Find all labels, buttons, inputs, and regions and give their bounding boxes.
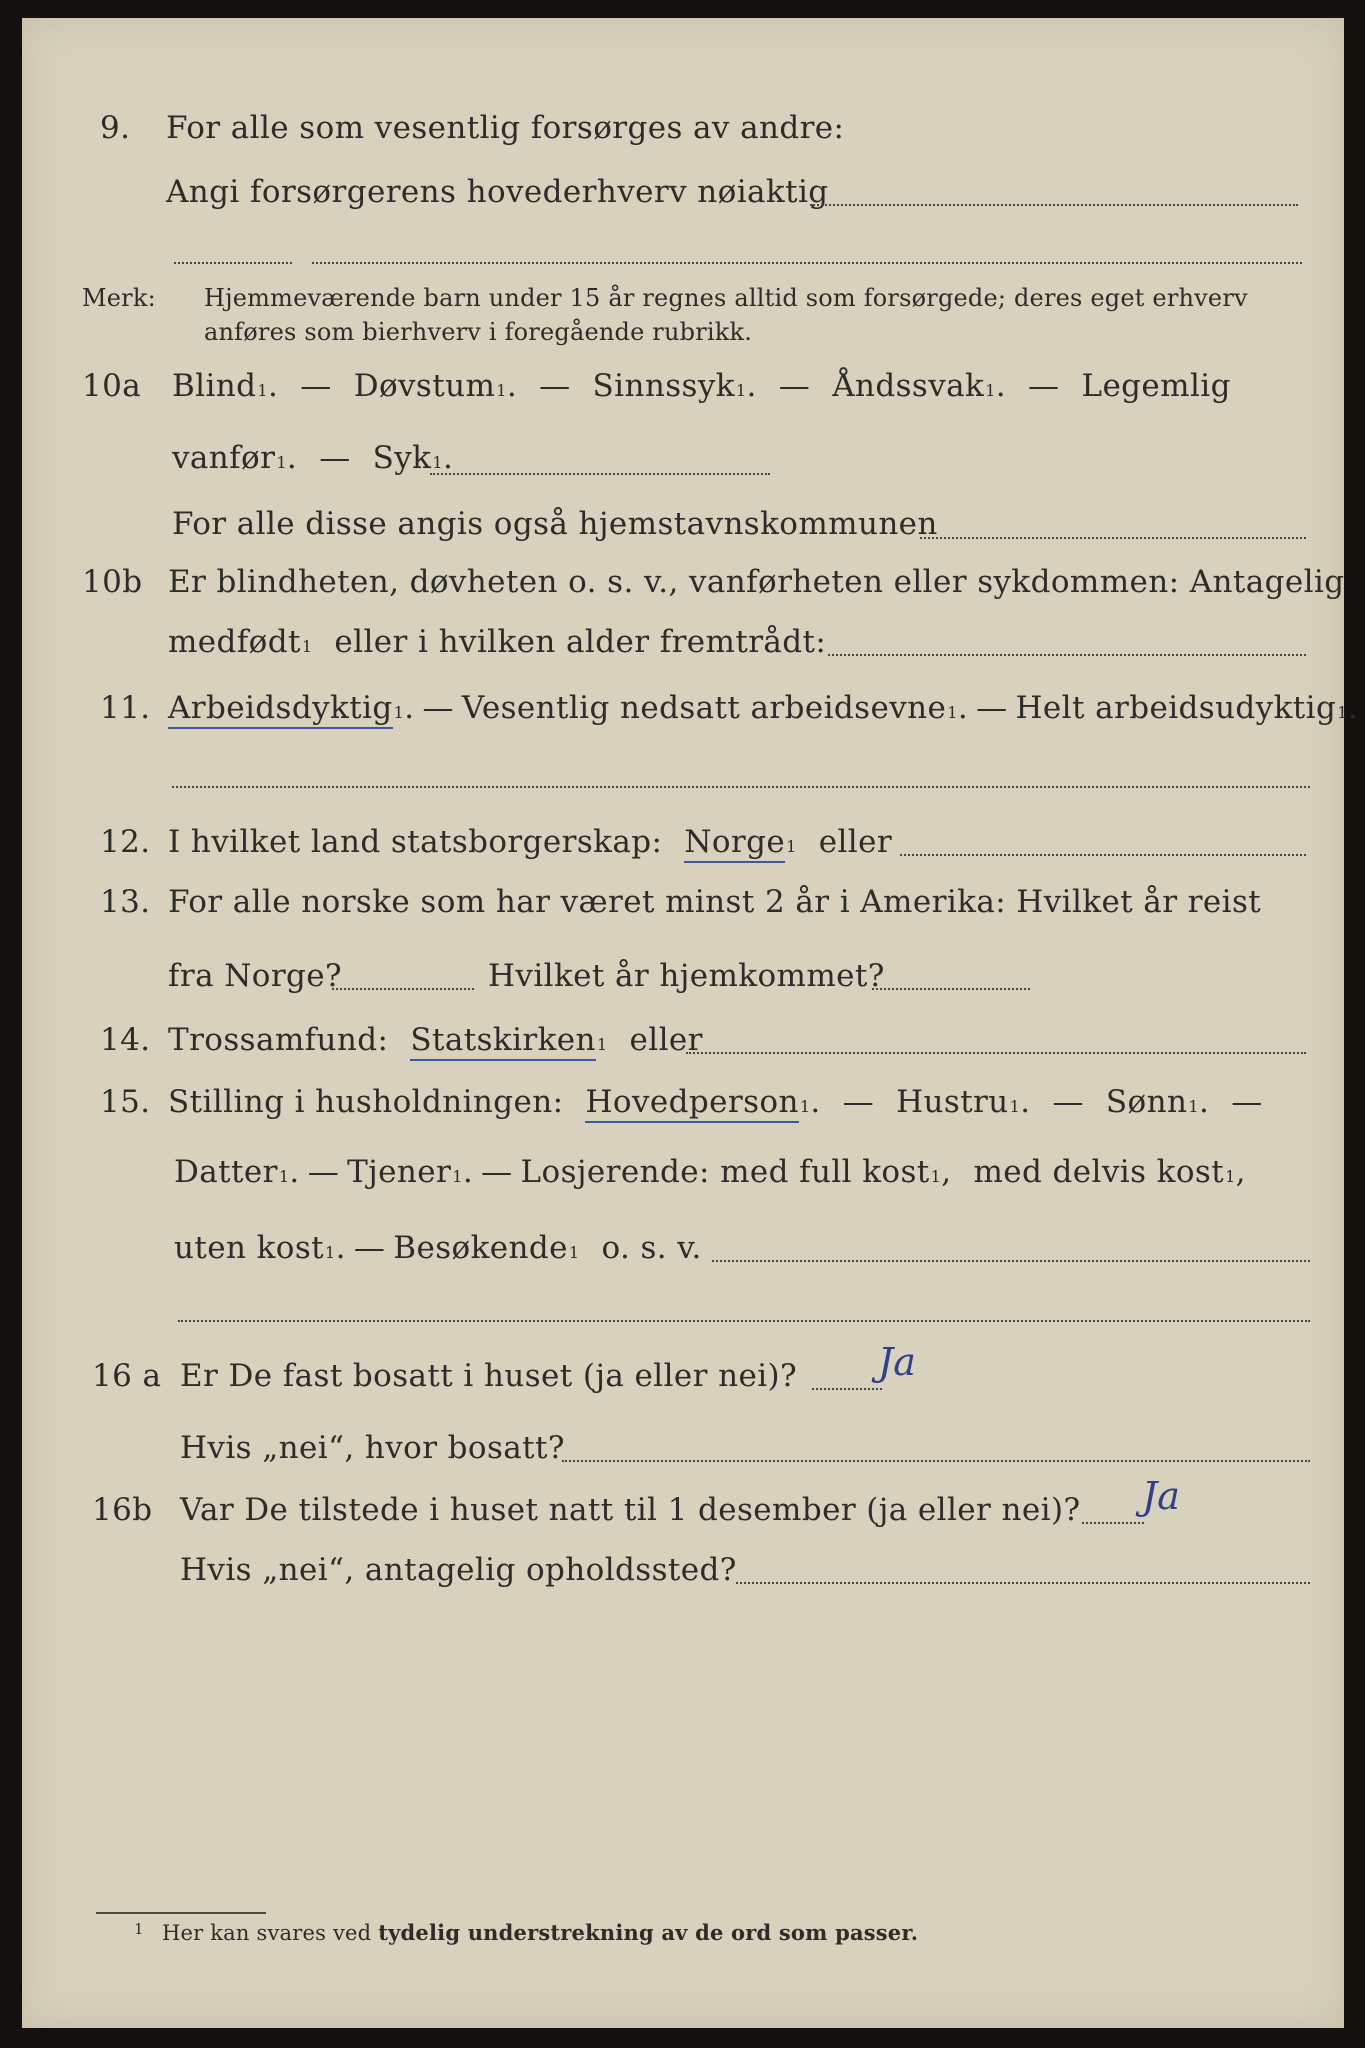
merk-text-2: anføres som bierhverv i foregående rubrikk. xyxy=(204,318,753,346)
dash: — xyxy=(422,690,454,726)
option-syk[interactable]: Syk xyxy=(372,440,432,476)
q13-number: 13. xyxy=(100,884,151,920)
q9-number: 9. xyxy=(100,110,131,146)
merk-label: Merk: xyxy=(82,284,156,312)
q16b-number: 16b xyxy=(92,1492,153,1528)
dash: — xyxy=(976,690,1008,726)
dash: — xyxy=(481,1154,513,1190)
q13-left-label: fra Norge? xyxy=(168,958,343,994)
option-sonn[interactable]: Sønn xyxy=(1105,1084,1188,1120)
census-form-page: 9. For alle som vesentlig forsørges av andre: Angi forsørgerens hovederhverv nøiaktig Merk: Hjemmeværende barn under 15 år regnes alltid som forsørgede; deres eget erhverv anføres som bierhverv i foregående rubrikk. 10a Blind 1 . — Døvstum 1 . — Sinnssyk 1 . — Åndssvak 1 . — Legemlig vanfør 1 . — Syk 1 . For alle disse angis også hjemstavnskommunen 10b Er blindheten, døvheten o. s. v., vanførheten eller sykdommen: Antagelig medfødt 1 eller i hvilken alder fremtrådt: 11. Arbeidsdyktig 1 . — Vesentlig nedsatt arbeidsevne 1 . — Helt arbeidsudyktig 1 . 12. I hvilket land statsborgerskap: Norge 1 eller 13. For alle norske som har været minst 2 år i Amerika: Hvilket år reist fra Norge? Hvilket år hjemkommet? 14. Trossamfund: Statskirken 1 eller 15. Stilling i husholdningen: Hovedperson 1 . — Hustru 1 . — Sønn 1 . — Datter 1 . — Tjener 1 . — Losjerende: med full kost 1 , med delvis kost 1 , uten kost 1 . — Besøkende 1 o. s. v. 16 a Er De fast bosatt i huset (ja eller nei)? Ja Hvis „nei“, hvor bosatt? 16b Var De tilstede i huset natt til 1 desember (ja eller nei)? Ja Hvis „nei“, antagelig opholdssted? 1 Her kan svares ved tydelig understrekning av de ord som passer. xyxy=(22,18,1344,2028)
q9-answer-field-2a[interactable] xyxy=(174,262,292,264)
dash: — xyxy=(778,368,811,404)
footnote-rule xyxy=(96,1912,266,1914)
dash: — xyxy=(300,368,332,404)
q16a-question: Er De fast bosatt i huset (ja eller nei)? xyxy=(180,1358,798,1394)
dash: — xyxy=(1028,368,1060,404)
option-hovedperson[interactable]: Hovedperson xyxy=(585,1084,798,1123)
q11-extra-field[interactable] xyxy=(172,786,1310,788)
option-besokende[interactable]: Besøkende xyxy=(393,1230,568,1266)
option-dovstum[interactable]: Døvstum xyxy=(353,368,496,404)
dash: — xyxy=(319,440,351,476)
dash: — xyxy=(1231,1084,1263,1120)
option-delvis-kost[interactable]: med delvis kost xyxy=(973,1154,1225,1190)
dash: — xyxy=(539,368,571,404)
option-andssvak[interactable]: Åndssvak xyxy=(832,368,985,404)
dash: — xyxy=(307,1154,340,1190)
q14-eller: eller xyxy=(629,1022,703,1058)
q15-other-field[interactable] xyxy=(712,1260,1310,1262)
q10a-hometown-field[interactable] xyxy=(920,537,1306,539)
q16b-answer-field[interactable] xyxy=(1082,1522,1144,1524)
q16b-followup: Hvis „nei“, antagelig opholdssted? xyxy=(180,1552,737,1588)
q9-text: For alle som vesentlig forsørges av andre: xyxy=(166,110,845,146)
option-statskirken[interactable]: Statskirken xyxy=(410,1022,596,1061)
option-blind[interactable]: Blind xyxy=(172,368,257,404)
option-arbeidsdyktig[interactable]: Arbeidsdyktig xyxy=(168,690,393,729)
q11-number: 11. xyxy=(100,690,151,726)
option-medfodt[interactable]: medfødt xyxy=(168,624,301,660)
q12-eller: eller xyxy=(818,824,893,860)
q13-text: For alle norske som har været minst 2 år i Amerika: Hvilket år reist xyxy=(168,884,1262,920)
option-sinnssyk[interactable]: Sinnssyk xyxy=(592,368,735,404)
q10a-syk-field[interactable] xyxy=(430,473,770,475)
q13-right-field[interactable] xyxy=(872,988,1030,990)
option-udyktig[interactable]: Helt arbeidsudyktig xyxy=(1015,690,1337,726)
q12-number: 12. xyxy=(100,824,151,860)
q9-answer-field[interactable] xyxy=(810,204,1298,206)
q10b-age-label: eller i hvilken alder fremtrådt: xyxy=(334,624,827,660)
q12-label: I hvilket land statsborgerskap: xyxy=(168,824,663,860)
option-legemlig[interactable]: Legemlig xyxy=(1081,368,1231,404)
option-hustru[interactable]: Hustru xyxy=(896,1084,1009,1120)
q16b-handwritten-answer: Ja xyxy=(1142,1474,1180,1518)
q10a-hometown-label: For alle disse angis også hjemstavnskommunen xyxy=(172,506,938,542)
footnote-bold-text: tydelig understrekning av de ord som passer. xyxy=(378,1920,919,1945)
dash: — xyxy=(842,1084,875,1120)
q16b-followup-field[interactable] xyxy=(736,1582,1310,1584)
q10b-age-field[interactable] xyxy=(828,654,1306,656)
q14-label: Trossamfund: xyxy=(168,1022,389,1058)
q16a-followup-field[interactable] xyxy=(562,1460,1310,1462)
q10b-text: Er blindheten, døvheten o. s. v., vanførheten eller sykdommen: Antagelig xyxy=(168,564,1345,600)
q10a-number: 10a xyxy=(82,368,142,404)
q10b-number: 10b xyxy=(82,564,143,600)
q14-number: 14. xyxy=(100,1022,151,1058)
q16b-question: Var De tilstede i huset natt til 1 desember (ja eller nei)? xyxy=(180,1492,1081,1528)
q13-right-label: Hvilket år hjemkommet? xyxy=(488,958,885,994)
option-norge[interactable]: Norge xyxy=(684,824,785,863)
q16a-followup: Hvis „nei“, hvor bosatt? xyxy=(180,1430,565,1466)
q15-osv: o. s. v. xyxy=(601,1230,702,1266)
q15-label: Stilling i husholdningen: xyxy=(168,1084,564,1120)
q13-left-field[interactable] xyxy=(332,988,474,990)
option-vanfor[interactable]: vanfør xyxy=(172,440,276,476)
dash: — xyxy=(353,1230,386,1266)
q14-other-field[interactable] xyxy=(686,1052,1306,1054)
option-uten-kost[interactable]: uten kost xyxy=(174,1230,325,1266)
q16a-handwritten-answer: Ja xyxy=(878,1340,916,1384)
option-nedsatt[interactable]: Vesentlig nedsatt arbeidsevne xyxy=(461,690,947,726)
q16a-number: 16 a xyxy=(92,1358,162,1394)
option-datter[interactable]: Datter xyxy=(174,1154,278,1190)
dash: — xyxy=(1052,1084,1084,1120)
option-losjerende-full[interactable]: Losjerende: med full kost xyxy=(520,1154,930,1190)
merk-text-1: Hjemmeværende barn under 15 år regnes alltid som forsørgede; deres eget erhverv xyxy=(204,284,1248,312)
footnote-text: Her kan svares ved xyxy=(162,1921,372,1945)
q15-extra-field[interactable] xyxy=(178,1320,1310,1322)
q12-country-field[interactable] xyxy=(900,854,1306,856)
q15-number: 15. xyxy=(100,1084,151,1120)
option-tjener[interactable]: Tjener xyxy=(347,1154,452,1190)
q10a-options: Blind 1 . — Døvstum 1 . — Sinnssyk 1 . — Åndssvak 1 . — Legemlig xyxy=(172,368,1231,404)
q16a-answer-field[interactable] xyxy=(812,1388,882,1390)
q9-provider-label: Angi forsørgerens hovederhverv nøiaktig xyxy=(166,174,829,210)
footnote-mark: 1 xyxy=(134,1920,144,1938)
q9-answer-field-2b[interactable] xyxy=(312,262,1302,264)
